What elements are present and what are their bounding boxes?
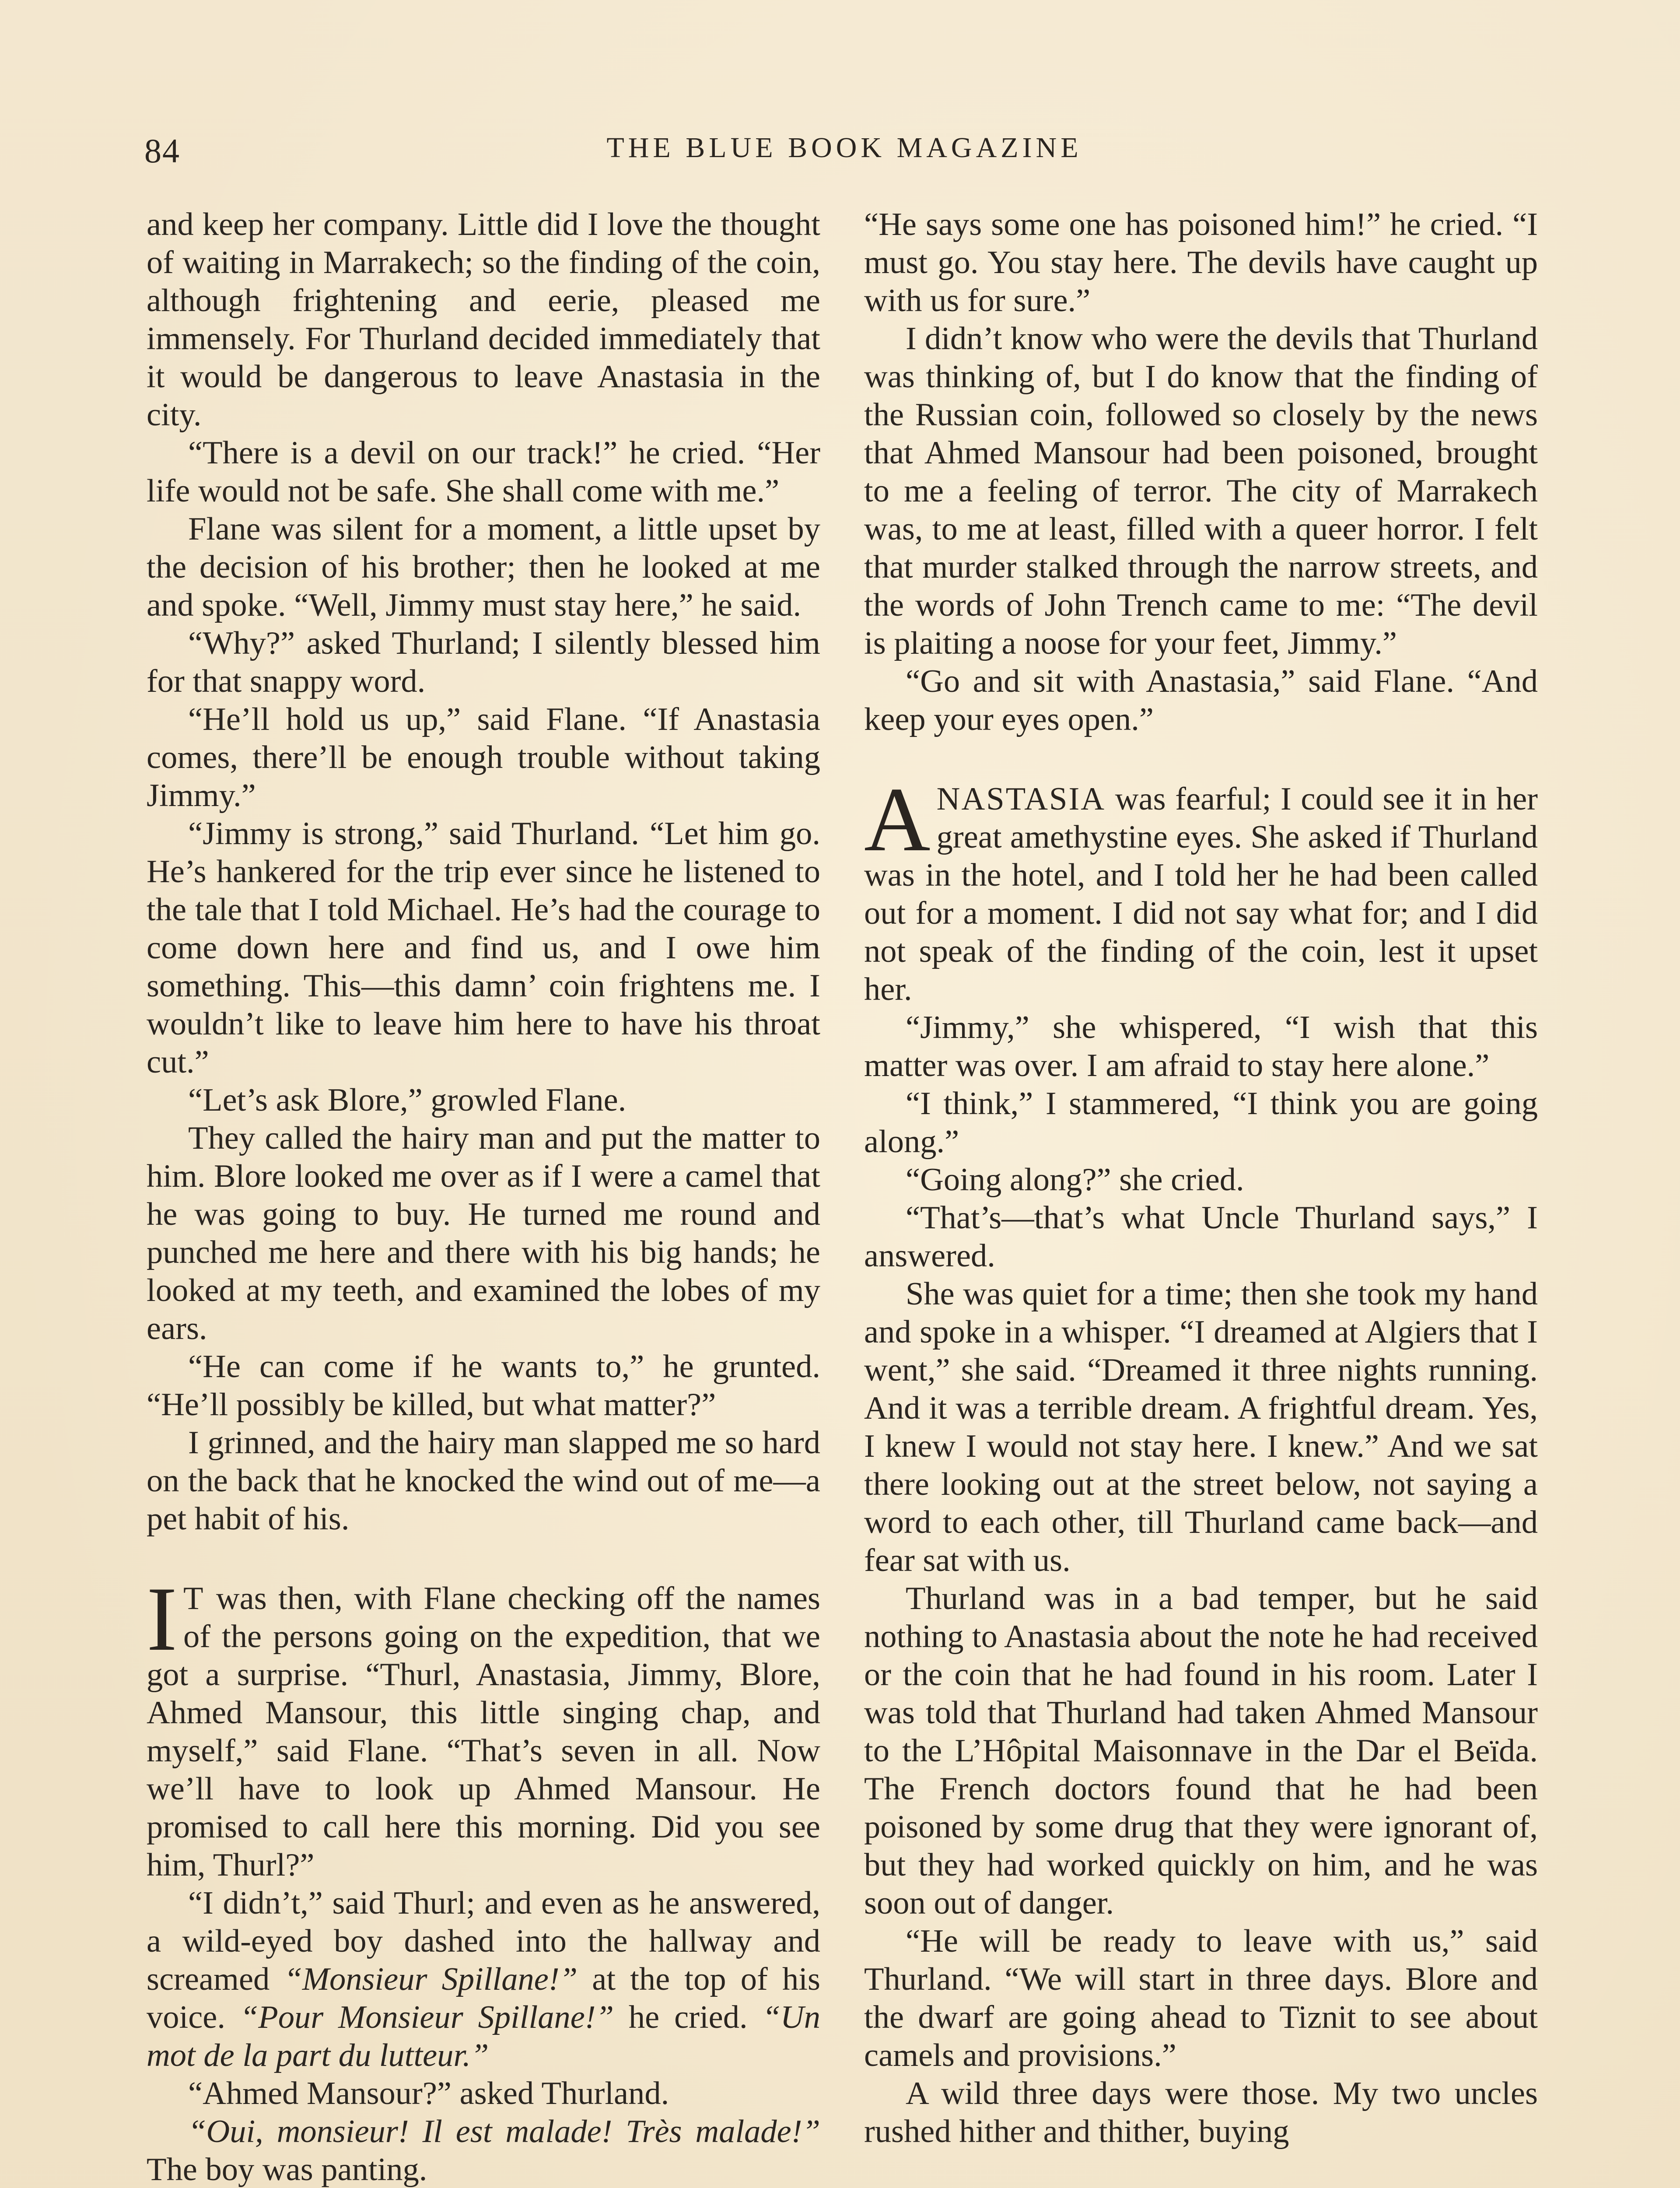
paragraph: “Ahmed Mansour?” asked Thurland. (188, 2076, 669, 2111)
page-header (144, 131, 1544, 179)
paragraph: “He’ll hold us up,” said Flane. “If Anastasia comes, there’ll be enough trouble without taking Jimmy.” (147, 701, 820, 813)
paragraph: “That’s—that’s what Uncle Thurland says,” I answered. (864, 1200, 1538, 1274)
text-run: at the top of his voice. (147, 1961, 820, 2035)
paragraph: “Let’s ask Blore,” growled Flane. (188, 1082, 626, 1118)
paragraph: I grinned, and the hairy man slapped me so hard on the back that he knocked the wind out of me—a pet habit of his. (147, 1425, 820, 1537)
paragraph: “There is a devil on our track!” he cried. “Her life would not be safe. She shall come with me.” (147, 435, 820, 509)
paragraph: Thurland was in a bad temper, but he said nothing to Anastasia about the note he had received or the coin that he had found in his room. Later I was told that Thurland had taken Ahmed Mansour to the L’Hôpital Maisonnave in the Dar el Beïda. The French doctors found that he had been poisoned by some drug that they were ignorant of, but they had worked quickly on him, and he was soon out of danger. (864, 1581, 1538, 1921)
lead-in: T (183, 1581, 205, 1616)
italic-french-text: “Monsieur Spillane!” (284, 1961, 578, 1997)
right-column (864, 206, 1538, 2188)
text-run: he cried. (614, 1999, 763, 2035)
paragraph: I didn’t know who were the devils that Thurland was thinking of, but I do know that the finding of the Russian coin, followed so closely by the news that Ahmed Mansour had been poisoned, brought to me a feeling of terror. The city of Marrakech was, to me at least, filled with a queer horror. I felt that murder stalked through the narrow streets, and the words of John Trench came to me: “The devil is plaiting a noose for your feet, Jimmy.” (864, 321, 1538, 661)
paragraph: She was quiet for a time; then she took my hand and spoke in a whisper. “I dreamed at Algiers that I went,” she said. “Dreamed it three nights running. And it was a terrible dream. A frightful dream. Yes, I knew I would not stay here. I knew.” And we sat there looking out at the street below, not saying a word to each other, till Thurland came back—and fear sat with us. (864, 1276, 1538, 1578)
section-opening-paragraph (864, 769, 1538, 1009)
italic-french-text: “Pour Monsieur Spillane!” (240, 1999, 614, 2035)
paragraph: “He will be ready to leave with us,” said Thurland. “We will start in three days. Blore and the dwarf are going ahead to Tiznit to see about camels and provisions.” (864, 1923, 1538, 2073)
paragraph: and keep her company. Little did I love the thought of waiting in Marrakech; so the finding of the coin, although frightening and eerie, pleased me immensely. For Thurland decided immediately that it would be dangerous to leave Anastasia in the city. (147, 207, 820, 433)
running-title: THE BLUE BOOK MAGAZINE (606, 132, 1082, 164)
paragraph: “I think,” I stammered, “I think you are going along.” (864, 1086, 1538, 1160)
section-opening-paragraph (147, 1568, 820, 1884)
paragraph: “Going along?” she cried. (906, 1162, 1244, 1198)
text-run: “I didn’t,” said Thurl; and even as he answered, a wild-eyed boy dashed into the hallway and screamed (147, 1885, 820, 1997)
paragraph: “He can come if he wants to,” he grunted. “He’ll possibly be killed, but what matter?” (147, 1349, 820, 1423)
drop-cap: A (864, 769, 931, 870)
paragraph-text: was then, with Flane checking off the names of the persons going on the expedition, that we got a surprise. “Thurl, Anastasia, Jimmy, Blore, Ahmed Mansour, this little singing chap, and myself,” said Flane. “That’s seven in all. Now we’ll have to look up Ahmed Mansour. He promised to call here this morning. Did you see him, Thurl?” (147, 1581, 820, 1883)
paragraph (147, 1884, 820, 2075)
paragraph-text: was fearful; I could see it in her great amethystine eyes. She asked if Thurland was in the hotel, and I told her he had been called out for a moment. I did not say what for; and I did not speak of the finding of the coin, lest it upset her. (864, 781, 1538, 1007)
text-run: The boy was panting. (147, 2152, 427, 2188)
page-number: 84 (144, 132, 180, 170)
paragraph: “Go and sit with Anastasia,” said Flane. “And keep your eyes open.” (864, 663, 1538, 737)
paragraph: A wild three days were those. My two uncles rushed hither and thither, buying (864, 2076, 1538, 2149)
paragraph: “Jimmy is strong,” said Thurland. “Let him go. He’s hankered for the trip ever since he listened to the tale that I told Michael. He’s had the courage to come down here and find us, and I owe him something. This—this damn’ coin frightens me. I wouldn’t like to leave him here to have his throat cut.” (147, 816, 820, 1080)
paragraph: “He says some one has poisoned him!” he cried. “I must go. You stay here. The devils have caught up with us for sure.” (864, 207, 1538, 319)
italic-french-text: “Un mot de la part du lutteur.” (147, 1999, 820, 2073)
italic-french-text: “Oui, monsieur! Il est malade! Très malade!” (188, 2114, 820, 2149)
lead-in: NASTASIA (936, 781, 1106, 817)
paragraph: Flane was silent for a moment, a little upset by the decision of his brother; then he looked at me and spoke. “Well, Jimmy must stay here,” he said. (147, 511, 820, 623)
paragraph: “Jimmy,” she whispered, “I wish that this matter was over. I am afraid to stay here alone.” (864, 1010, 1538, 1083)
left-column (147, 206, 820, 2188)
drop-cap: I (147, 1568, 177, 1670)
paragraph: They called the hairy man and put the matter to him. Blore looked me over as if I were a camel that he was going to buy. He turned me round and punched me here and there with his big hands; he looked at my teeth, and examined the lobes of my ears. (147, 1120, 820, 1346)
paragraph: “Why?” asked Thurland; I silently blessed him for that snappy word. (147, 625, 820, 699)
paragraph (147, 2113, 820, 2188)
